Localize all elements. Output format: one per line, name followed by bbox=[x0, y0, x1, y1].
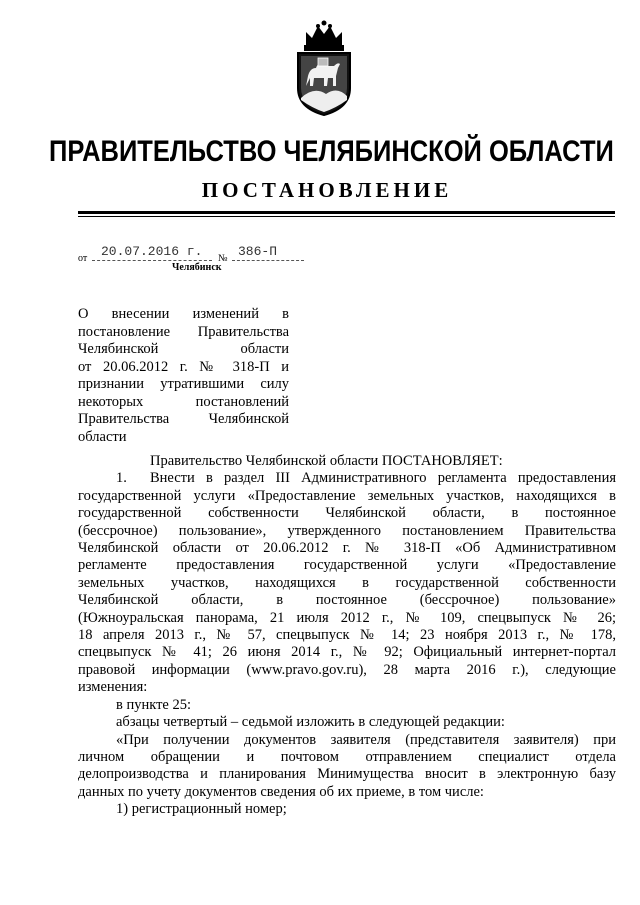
city-name: Челябинск bbox=[172, 262, 222, 273]
item-1-line: регламенте предоставления государственной услуги «Предоставление bbox=[78, 557, 616, 574]
item-1-line: 18 апреля 2013 г., № 57, спецвыпуск № 14; 23 ноября 2013 г., № 178, bbox=[78, 627, 616, 644]
item-1-line: (бессрочное) пользование», утвержденного постановлением Правительства bbox=[78, 522, 616, 539]
date-value: 20.07.2016 г. bbox=[101, 244, 203, 259]
header-rule-thick bbox=[78, 211, 615, 214]
subject-line: некоторых постановлений bbox=[78, 393, 289, 410]
item-1-line: Челябинской области, в постоянное (бессрочное) пользование» bbox=[78, 592, 616, 609]
subject-line: Челябинской области bbox=[78, 341, 289, 357]
item-1-line: спецвыпуск № 41; 26 июня 2014 г., № 92; Официальный интернет-портал bbox=[78, 644, 616, 661]
subject-line: от 20.06.2012 г. № 318-П и bbox=[78, 358, 289, 375]
document-subject bbox=[78, 306, 289, 446]
quote-last-line: данных по учету документов сведения об их приеме, в том числе: bbox=[78, 783, 484, 800]
number-prefix: № bbox=[218, 253, 228, 264]
quote-first-line: «При получении документов заявителя (представителя заявителя) при bbox=[116, 731, 616, 748]
item-1-line: Челябинской области от 20.06.2012 г. № 318-П «Об Административном bbox=[78, 540, 616, 557]
item-1-number: 1. bbox=[116, 470, 127, 487]
quote-line: личном обращении и почтовом отправлением специалист отдела bbox=[78, 748, 616, 765]
number-underline bbox=[232, 260, 304, 261]
paragraphs-line: абзацы четвертый – седьмой изложить в следующей редакции: bbox=[116, 714, 505, 731]
point-25-line: в пункте 25: bbox=[116, 696, 192, 713]
item-1-line: государственной собственности Челябинской области, в постоянное bbox=[78, 505, 616, 522]
item-1-line: земельных участков, находящихся в государственной собственности bbox=[78, 574, 616, 591]
item-1-line: государственной услуги «Предоставление земельных участков, находящихся в bbox=[78, 487, 616, 504]
item-1-text: Внести в раздел III Административного регламента предоставления bbox=[150, 470, 616, 487]
decree-line: Правительство Челябинской области ПОСТАНОВЛЯЕТ: bbox=[150, 453, 503, 469]
subject-line: Правительства Челябинской bbox=[78, 411, 289, 427]
chelyabinsk-coat-of-arms bbox=[292, 20, 356, 118]
quote-line: делопроизводства и планирования Минимущества вносит в электронную базу bbox=[78, 766, 616, 783]
subitem-1-line: 1) регистрационный номер; bbox=[116, 801, 287, 818]
header-rule-thin bbox=[78, 216, 615, 217]
subject-line: области bbox=[78, 428, 127, 445]
date-prefix: от bbox=[78, 253, 88, 264]
government-name: ПРАВИТЕЛЬСТВО ЧЕЛЯБИНСКОЙ ОБЛАСТИ bbox=[49, 135, 614, 168]
subject-line: признании утратившими силу bbox=[78, 376, 289, 392]
item-1-line: правовой информации (www.pravo.gov.ru), 28 марта 2016 г.), следующие bbox=[78, 661, 616, 678]
document-body bbox=[78, 453, 616, 819]
item-1-line: (Южноуральская панорама, 21 июля 2012 г., № 109, спецвыпуск № 26; bbox=[78, 609, 616, 626]
subject-line: О внесении изменений в bbox=[78, 306, 289, 322]
item-1-last-line: изменения: bbox=[78, 679, 148, 696]
subject-line: постановление Правительства bbox=[78, 323, 289, 340]
date-underline bbox=[92, 260, 212, 261]
document-type: ПОСТАНОВЛЕНИЕ bbox=[201, 178, 453, 202]
number-value: 386-П bbox=[238, 244, 278, 259]
item-1-first-line bbox=[78, 470, 616, 487]
